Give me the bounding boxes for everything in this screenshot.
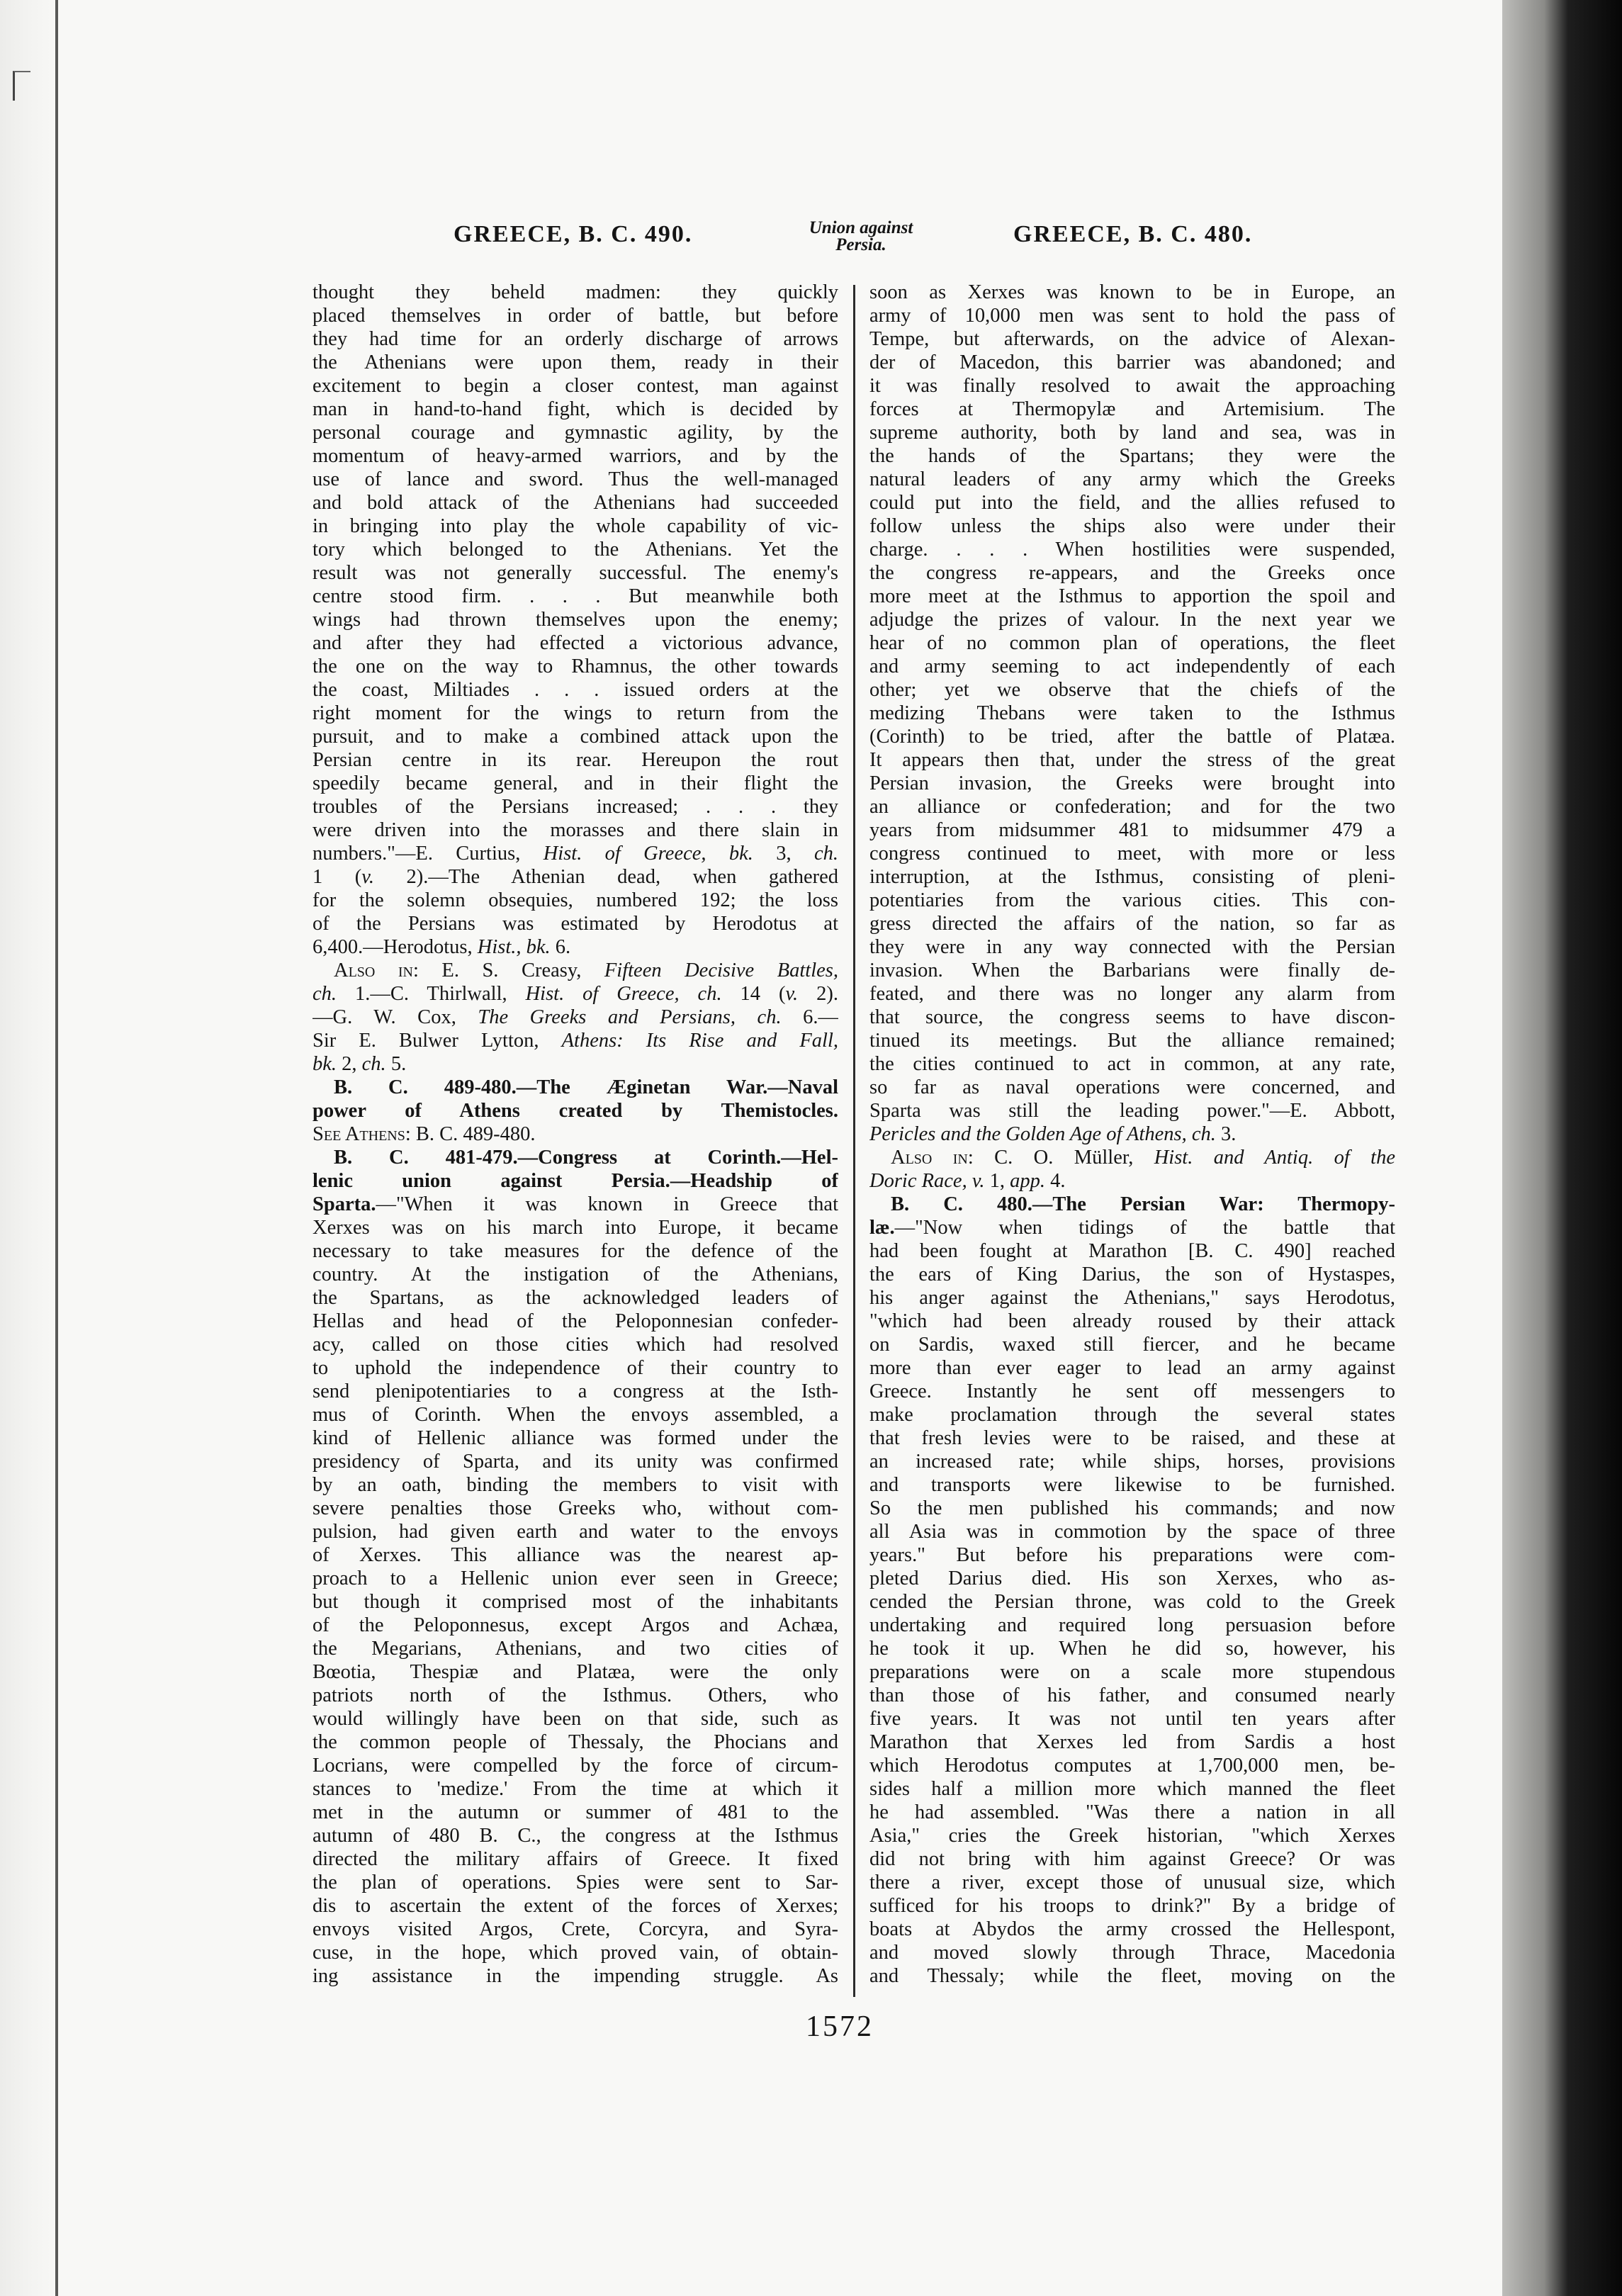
left-text-line: stances to 'medize.' From the time at which it xyxy=(312,1778,838,1800)
right-text-line: medizing Thebans were taken to the Isthmus xyxy=(869,702,1395,724)
right-text-line: all Asia was in commotion by the space of three xyxy=(869,1521,1395,1543)
right-text-line: the hands of the Spartans; they were the xyxy=(869,445,1395,467)
left-text-line: would willingly have been on that side, such as xyxy=(312,1708,838,1730)
right-text-line: more than ever eager to lead an army against xyxy=(869,1357,1395,1379)
right-text-line: Pericles and the Golden Age of Athens, ch. 3. xyxy=(869,1123,1237,1145)
right-text-line: Sparta was still the leading power."—E. Abbott, xyxy=(869,1100,1395,1122)
left-text-line: mus of Corinth. When the envoys assembled, a xyxy=(312,1404,838,1426)
left-text-line: thought they beheld madmen: they quickly xyxy=(312,281,838,303)
left-text-line: and after they had effected a victorious advance, xyxy=(312,632,838,654)
right-text-line: other; yet we observe that the chiefs of the xyxy=(869,679,1395,701)
left-text-line: wings had thrown themselves upon the enemy; xyxy=(312,609,838,631)
right-text-line: cended the Persian throne, was cold to the Greek xyxy=(869,1591,1395,1613)
left-text-line: 1 (v. 2).—The Athenian dead, when gathered xyxy=(312,866,838,888)
left-text-line: momentum of heavy-armed warriors, and by the xyxy=(312,445,838,467)
right-text-line: sides half a million more which manned the fleet xyxy=(869,1778,1395,1800)
left-text-line: man in hand-to-hand fight, which is decided by xyxy=(312,398,838,420)
right-text-line: an alliance or confederation; and for the two xyxy=(869,796,1395,818)
left-text-line: dis to ascertain the extent of the forces of Xerxes; xyxy=(312,1895,838,1917)
left-text-line: send plenipotentiaries to a congress at the Isth- xyxy=(312,1380,838,1402)
right-text-line: gress directed the affairs of the nation, so far as xyxy=(869,913,1395,935)
left-text-line: pursuit, and to make a combined attack upon the xyxy=(312,726,838,748)
right-text-line: undertaking and required long persuasion before xyxy=(869,1614,1395,1636)
right-text-line: natural leaders of any army which the Greeks xyxy=(869,468,1395,490)
right-text-line: the congress re-appears, and the Greeks once xyxy=(869,562,1395,584)
right-text-line: his anger against the Athenians," says Herodotus, xyxy=(869,1287,1395,1309)
left-text-line: but though it comprised most of the inhabitants xyxy=(312,1591,838,1613)
right-text-line: feated, and there was no longer any alarm from xyxy=(869,983,1395,1005)
left-text-line: the Athenians were upon them, ready in their xyxy=(312,351,838,373)
left-text-line: patriots north of the Isthmus. Others, who xyxy=(312,1684,838,1706)
gutter-rule xyxy=(55,0,58,2296)
header-left: GREECE, B. C. 490. xyxy=(454,221,693,247)
left-text-line: of the Peloponnesus, except Argos and Achæa, xyxy=(312,1614,838,1636)
text-column-left xyxy=(312,281,838,2003)
left-text-line: acy, called on those cities which had resolved xyxy=(312,1334,838,1356)
left-text-line: proach to a Hellenic union ever seen in Greece; xyxy=(312,1568,838,1589)
right-text-line: did not bring with him against Greece? Or was xyxy=(869,1848,1395,1870)
right-text-line: had been fought at Marathon [B. C. 490] reached xyxy=(869,1240,1395,1262)
left-text-line: by an oath, binding the members to visit with xyxy=(312,1474,838,1496)
right-text-line: der of Macedon, this barrier was abandoned; and xyxy=(869,351,1395,373)
right-text-line: an increased rate; while ships, horses, provisions xyxy=(869,1451,1395,1473)
left-text-line: and bold attack of the Athenians had succeeded xyxy=(312,492,838,514)
left-text-line: directed the military affairs of Greece. It fixed xyxy=(312,1848,838,1870)
left-text-line: Xerxes was on his march into Europe, it became xyxy=(312,1217,838,1239)
left-text-line: of Xerxes. This alliance was the nearest ap- xyxy=(312,1544,838,1566)
header-center xyxy=(769,220,953,254)
binding-gutter xyxy=(0,0,57,2296)
left-text-line: use of lance and sword. Thus the well-managed xyxy=(312,468,838,490)
header-center-line2: Persia. xyxy=(835,235,886,254)
right-text-line: charge. . . . When hostilities were suspended, xyxy=(869,539,1395,561)
right-text-line: Tempe, but afterwards, on the advice of Alexan- xyxy=(869,328,1395,350)
right-text-line: soon as Xerxes was known to be in Europe, an xyxy=(869,281,1395,303)
right-text-line: it was finally resolved to await the approaching xyxy=(869,375,1395,397)
left-text-line: ing assistance in the impending struggle. As xyxy=(312,1965,838,1987)
header-center-line1: Union against xyxy=(809,218,913,237)
right-text-line: they were in any way connected with the Persian xyxy=(869,936,1395,958)
right-text-line: follow unless the ships also were under their xyxy=(869,515,1395,537)
right-text-line: Also in: C. O. Müller, Hist. and Antiq. of the xyxy=(891,1147,1395,1169)
left-text-line: of the Persians was estimated by Herodotus at xyxy=(312,913,838,935)
page-number: 1572 xyxy=(806,2010,874,2043)
right-text-line: B. C. 480.—The Persian War: Thermopy- xyxy=(891,1193,1395,1215)
right-text-line: invasion. When the Barbarians were finally de- xyxy=(869,960,1395,981)
right-text-line: so far as naval operations were concerned, and xyxy=(869,1076,1395,1098)
right-text-line: five years. It was not until ten years after xyxy=(869,1708,1395,1730)
left-text-line: —G. W. Cox, The Greeks and Persians, ch. 6.— xyxy=(312,1006,838,1028)
left-text-line: the Megarians, Athenians, and two cities of xyxy=(312,1638,838,1660)
left-text-line: Persian centre in its rear. Hereupon the rout xyxy=(312,749,838,771)
left-text-line: were driven into the morasses and there slain in xyxy=(312,819,838,841)
left-text-line: severe penalties those Greeks who, without com- xyxy=(312,1497,838,1519)
right-text-line: and army seeming to act independently of each xyxy=(869,655,1395,677)
right-text-line: forces at Thermopylæ and Artemisium. The xyxy=(869,398,1395,420)
right-text-line: potentiaries from the various cities. This con- xyxy=(869,889,1395,911)
left-text-line: placed themselves in order of battle, but before xyxy=(312,305,838,327)
left-text-line: country. At the instigation of the Athenians, xyxy=(312,1264,838,1285)
page-mark xyxy=(13,71,30,101)
left-text-line: troubles of the Persians increased; . . . they xyxy=(312,796,838,818)
column-divider xyxy=(853,285,855,1997)
right-text-line: he had assembled. "Was there a nation in all xyxy=(869,1801,1395,1823)
left-text-line: excitement to begin a closer contest, man against xyxy=(312,375,838,397)
left-text-line: the coast, Miltiades . . . issued orders at the xyxy=(312,679,838,701)
right-text-line: (Corinth) to be tried, after the battle of Platæa. xyxy=(869,726,1395,748)
right-text-line: "which had been already roused by their attack xyxy=(869,1310,1395,1332)
right-text-line: that fresh levies were to be raised, and these at xyxy=(869,1427,1395,1449)
right-text-line: Doric Race, v. 1, app. 4. xyxy=(869,1170,1066,1192)
left-text-line: Hellas and head of the Peloponnesian confeder- xyxy=(312,1310,838,1332)
right-text-line: preparations were on a scale more stupendous xyxy=(869,1661,1395,1683)
left-text-line: personal courage and gymnastic agility, by the xyxy=(312,422,838,444)
right-text-line: hear of no common plan of operations, the fleet xyxy=(869,632,1395,654)
left-text-line: kind of Hellenic alliance was formed under the xyxy=(312,1427,838,1449)
header-right: GREECE, B. C. 480. xyxy=(1013,221,1253,247)
right-text-line: Persian invasion, the Greeks were brought into xyxy=(869,772,1395,794)
right-text-line: than those of his father, and consumed nearly xyxy=(869,1684,1395,1706)
right-text-line: Asia," cries the Greek historian, "which Xerxes xyxy=(869,1825,1395,1847)
right-text-line: could put into the field, and the allies refused to xyxy=(869,492,1395,514)
right-text-line: interruption, at the Isthmus, consisting of pleni- xyxy=(869,866,1395,888)
right-text-line: which Herodotus computes at 1,700,000 men, be- xyxy=(869,1755,1395,1777)
right-text-line: læ.—"Now when tidings of the battle that xyxy=(869,1217,1395,1239)
right-text-line: years from midsummer 481 to midsummer 479 a xyxy=(869,819,1395,841)
running-header xyxy=(454,218,1275,264)
right-text-line: and Thessaly; while the fleet, moving on the xyxy=(869,1965,1395,1987)
left-text-line: power of Athens created by Themistocles. xyxy=(312,1100,838,1122)
right-text-line: congress continued to meet, with more or less xyxy=(869,843,1395,865)
left-text-line: tory which belonged to the Athenians. Yet the xyxy=(312,539,838,561)
left-text-line: ch. 1.—C. Thirlwall, Hist. of Greece, ch. 14 (v. 2). xyxy=(312,983,838,1005)
left-text-line: envoys visited Argos, Crete, Corcyra, and Syra- xyxy=(312,1918,838,1940)
left-text-line: See Athens: B. C. 489-480. xyxy=(312,1123,536,1145)
right-text-line: that source, the congress seems to have discon- xyxy=(869,1006,1395,1028)
left-text-line: the common people of Thessaly, the Phocians and xyxy=(312,1731,838,1753)
left-text-line: Sir E. Bulwer Lytton, Athens: Its Rise and Fall, xyxy=(312,1030,838,1052)
left-text-line: the one on the way to Rhamnus, the other towards xyxy=(312,655,838,677)
left-text-line: the Spartans, as the acknowledged leaders of xyxy=(312,1287,838,1309)
left-text-line: centre stood firm. . . . But meanwhile both xyxy=(312,585,838,607)
left-text-line: lenic union against Persia.—Headship of xyxy=(312,1170,838,1192)
left-text-line: pulsion, had given earth and water to the envoys xyxy=(312,1521,838,1543)
right-text-line: boats at Abydos the army crossed the Hellespont, xyxy=(869,1918,1395,1940)
right-text-line: So the men published his commands; and now xyxy=(869,1497,1395,1519)
right-text-line: It appears then that, under the stress of the great xyxy=(869,749,1395,771)
right-text-line: supreme authority, both by land and sea, was in xyxy=(869,422,1395,444)
left-text-line: B. C. 481-479.—Congress at Corinth.—Hel- xyxy=(334,1147,838,1169)
right-text-line: there a river, except those of unusual size, which xyxy=(869,1872,1395,1893)
right-text-line: tinued its meetings. But the alliance remained; xyxy=(869,1030,1395,1052)
right-text-line: Marathon that Xerxes led from Sardis a host xyxy=(869,1731,1395,1753)
left-text-line: necessary to take measures for the defence of the xyxy=(312,1240,838,1262)
left-text-line: met in the autumn or summer of 481 to the xyxy=(312,1801,838,1823)
left-text-line: presidency of Sparta, and its unity was confirmed xyxy=(312,1451,838,1473)
left-text-line: Bœotia, Thespiæ and Platæa, were the only xyxy=(312,1661,838,1683)
right-text-line: sufficed for his troops to drink?" By a bridge of xyxy=(869,1895,1395,1917)
left-text-line: B. C. 489-480.—The Æginetan War.—Naval xyxy=(334,1076,838,1098)
right-text-line: more meet at the Isthmus to apportion the spoil and xyxy=(869,585,1395,607)
left-text-line: result was not generally successful. The enemy's xyxy=(312,562,838,584)
left-text-line: right moment for the wings to return from the xyxy=(312,702,838,724)
left-text-line: cuse, in the hope, which proved vain, of obtain- xyxy=(312,1942,838,1964)
right-text-line: pleted Darius died. His son Xerxes, who as- xyxy=(869,1568,1395,1589)
left-text-line: they had time for an orderly discharge of arrows xyxy=(312,328,838,350)
text-column-right xyxy=(869,281,1395,2003)
right-text-line: adjudge the prizes of valour. In the next year we xyxy=(869,609,1395,631)
left-text-line: bk. 2, ch. 5. xyxy=(312,1053,407,1075)
left-text-line: Sparta.—"When it was known in Greece that xyxy=(312,1193,838,1215)
left-text-line: for the solemn obsequies, numbered 192; the loss xyxy=(312,889,838,911)
right-text-line: Greece. Instantly he sent off messengers to xyxy=(869,1380,1395,1402)
right-text-line: make proclamation through the several states xyxy=(869,1404,1395,1426)
right-text-line: years." But before his preparations were com- xyxy=(869,1544,1395,1566)
right-text-line: he took it up. When he did so, however, his xyxy=(869,1638,1395,1660)
left-text-line: numbers."—E. Curtius, Hist. of Greece, bk. 3, ch. xyxy=(312,843,838,865)
right-text-line: the cities continued to act in common, at any rate, xyxy=(869,1053,1395,1075)
right-text-line: and moved slowly through Thrace, Macedonia xyxy=(869,1942,1395,1964)
scan-edge-shadow xyxy=(1502,0,1622,2296)
left-text-line: 6,400.—Herodotus, Hist., bk. 6. xyxy=(312,936,571,958)
right-text-line: on Sardis, waxed still fiercer, and he became xyxy=(869,1334,1395,1356)
left-text-line: in bringing into play the whole capability of vic- xyxy=(312,515,838,537)
left-text-line: autumn of 480 B. C., the congress at the Isthmus xyxy=(312,1825,838,1847)
right-text-line: the ears of King Darius, the son of Hystaspes, xyxy=(869,1264,1395,1285)
left-text-line: the plan of operations. Spies were sent to Sar- xyxy=(312,1872,838,1893)
left-text-line: speedily became general, and in their flight the xyxy=(312,772,838,794)
left-text-line: Also in: E. S. Creasy, Fifteen Decisive Battles, xyxy=(334,960,838,981)
right-text-line: army of 10,000 men was sent to hold the pass of xyxy=(869,305,1395,327)
right-text-line: and transports were likewise to be furnished. xyxy=(869,1474,1395,1496)
left-text-line: to uphold the independence of their country to xyxy=(312,1357,838,1379)
left-text-line: Locrians, were compelled by the force of circum- xyxy=(312,1755,838,1777)
